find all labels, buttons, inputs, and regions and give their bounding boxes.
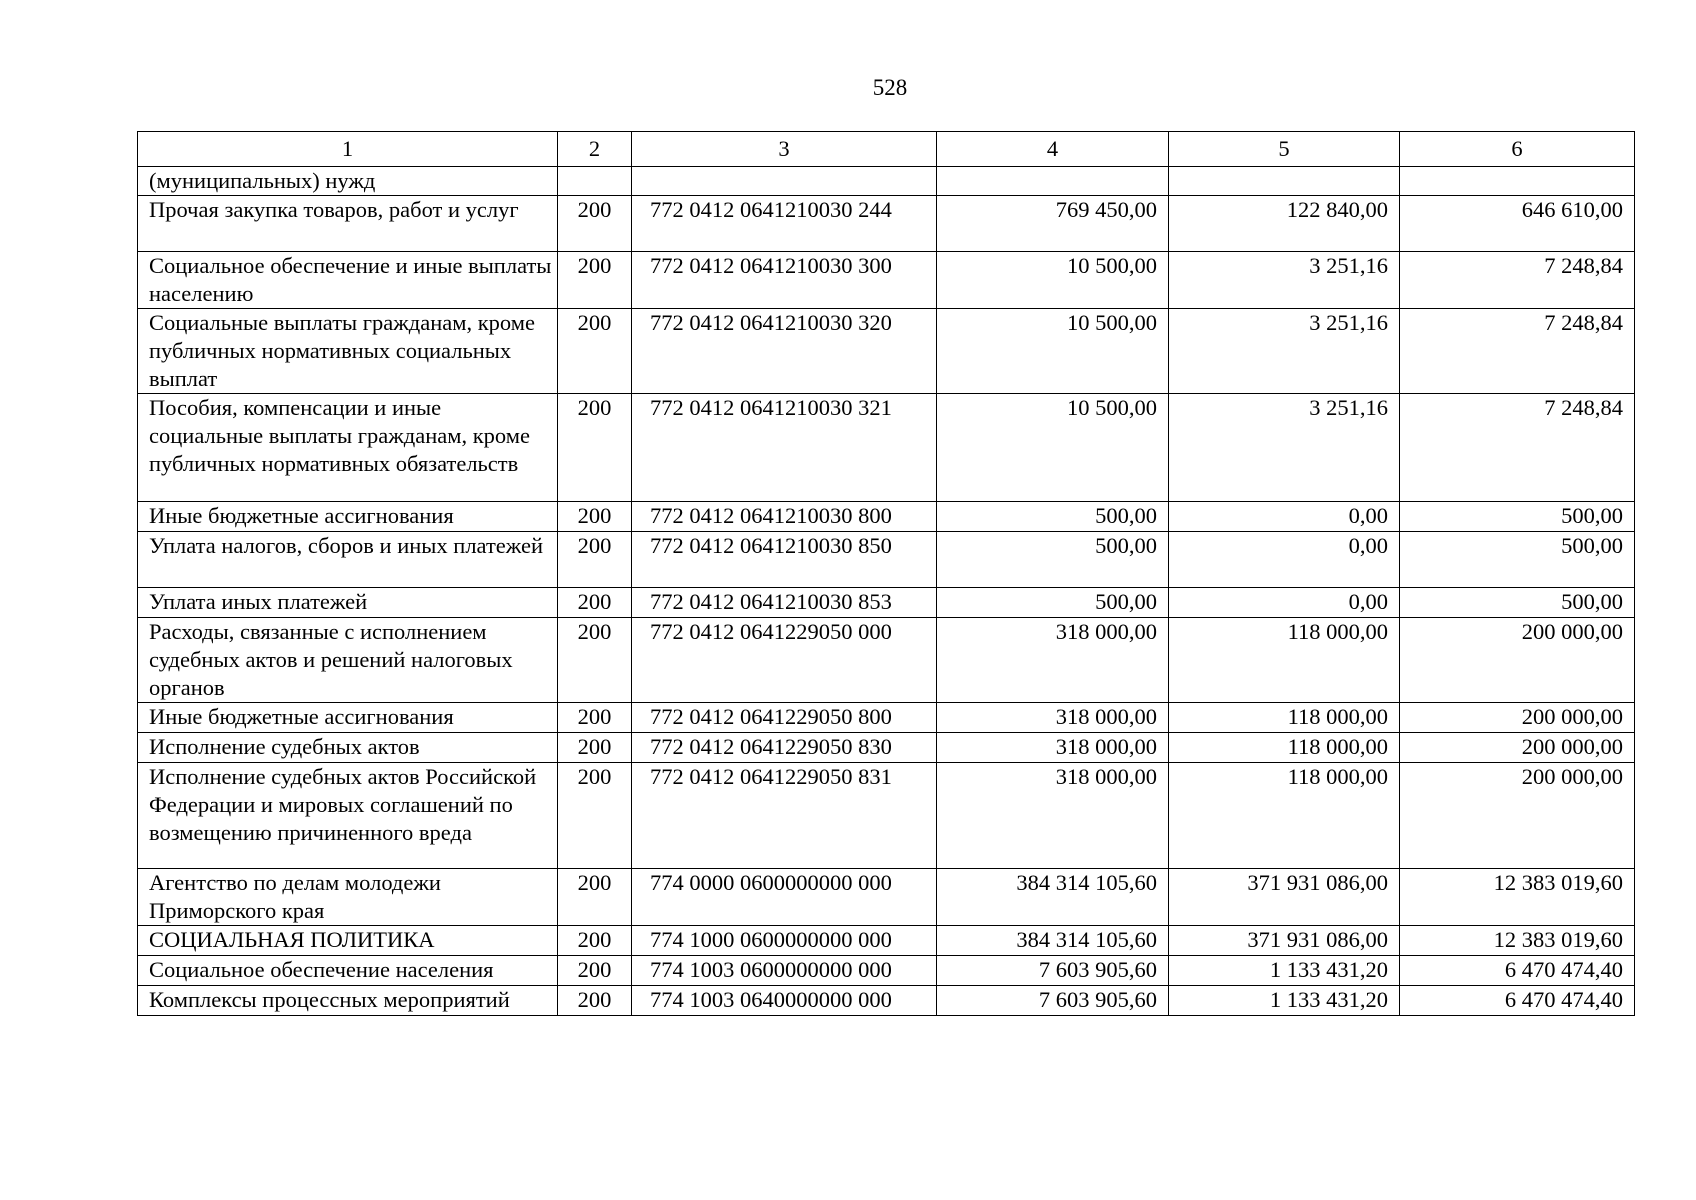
cell-col-6: 500,00 (1400, 502, 1635, 532)
cell-kbk (632, 167, 937, 196)
cell-col-5: 0,00 (1169, 588, 1400, 618)
cell-name: Иные бюджетные ассигнования (138, 703, 558, 733)
cell-col-5: 118 000,00 (1169, 733, 1400, 763)
cell-col-4: 769 450,00 (937, 196, 1169, 252)
cell-col-4: 384 314 105,60 (937, 869, 1169, 926)
cell-kbk: 772 0412 0641229050 800 (632, 703, 937, 733)
cell-col-4: 500,00 (937, 588, 1169, 618)
page-number: 528 (872, 75, 908, 100)
header-col-4: 4 (937, 132, 1169, 167)
cell-kbk: 774 1003 0640000000 000 (632, 986, 937, 1016)
cell-name: Уплата налогов, сборов и иных платежей (138, 532, 558, 588)
cell-kbk: 772 0412 0641210030 321 (632, 394, 937, 502)
cell-code: 200 (558, 394, 632, 502)
cell-name: Социальное обеспечение населения (138, 956, 558, 986)
cell-kbk: 774 1003 0600000000 000 (632, 956, 937, 986)
header-row (138, 132, 1635, 167)
table-row (138, 196, 1635, 252)
cell-code: 200 (558, 309, 632, 394)
cell-code: 200 (558, 763, 632, 869)
table-row (138, 309, 1635, 394)
cell-col-5: 1 133 431,20 (1169, 986, 1400, 1016)
table-row (138, 167, 1635, 196)
cell-col-5: 118 000,00 (1169, 763, 1400, 869)
cell-kbk: 772 0412 0641229050 830 (632, 733, 937, 763)
cell-kbk: 774 0000 0600000000 000 (632, 869, 937, 926)
cell-name: СОЦИАЛЬНАЯ ПОЛИТИКА (138, 926, 558, 956)
cell-name: Иные бюджетные ассигнования (138, 502, 558, 532)
cell-kbk: 774 1000 0600000000 000 (632, 926, 937, 956)
header-col-2: 2 (558, 132, 632, 167)
cell-code: 200 (558, 618, 632, 703)
cell-col-4 (937, 167, 1169, 196)
cell-col-4: 500,00 (937, 532, 1169, 588)
cell-code: 200 (558, 703, 632, 733)
table-row (138, 926, 1635, 956)
cell-col-6: 12 383 019,60 (1400, 869, 1635, 926)
cell-col-6: 12 383 019,60 (1400, 926, 1635, 956)
table-row (138, 252, 1635, 309)
cell-col-6: 7 248,84 (1400, 309, 1635, 394)
table-row (138, 733, 1635, 763)
table-row (138, 532, 1635, 588)
budget-table (137, 131, 1635, 1016)
cell-col-5: 3 251,16 (1169, 309, 1400, 394)
cell-kbk: 772 0412 0641210030 320 (632, 309, 937, 394)
table-header (138, 132, 1635, 167)
cell-code (558, 167, 632, 196)
cell-col-6: 6 470 474,40 (1400, 986, 1635, 1016)
cell-code: 200 (558, 869, 632, 926)
cell-col-4: 10 500,00 (937, 309, 1169, 394)
table-row (138, 956, 1635, 986)
cell-name: Социальные выплаты гражданам, кроме публичных нормативных социальных выплат (138, 309, 558, 394)
cell-col-4: 318 000,00 (937, 733, 1169, 763)
cell-name: Расходы, связанные с исполнением судебных актов и решений налоговых органов (138, 618, 558, 703)
cell-col-5: 3 251,16 (1169, 252, 1400, 309)
header-col-5: 5 (1169, 132, 1400, 167)
cell-code: 200 (558, 532, 632, 588)
cell-col-4: 318 000,00 (937, 618, 1169, 703)
cell-col-5: 1 133 431,20 (1169, 956, 1400, 986)
header-col-1: 1 (138, 132, 558, 167)
cell-col-6 (1400, 167, 1635, 196)
table-row (138, 588, 1635, 618)
cell-col-4: 384 314 105,60 (937, 926, 1169, 956)
table-row (138, 618, 1635, 703)
cell-code: 200 (558, 733, 632, 763)
cell-col-5: 3 251,16 (1169, 394, 1400, 502)
cell-col-5: 0,00 (1169, 502, 1400, 532)
cell-code: 200 (558, 252, 632, 309)
cell-kbk: 772 0412 0641210030 244 (632, 196, 937, 252)
cell-col-4: 318 000,00 (937, 703, 1169, 733)
cell-kbk: 772 0412 0641210030 800 (632, 502, 937, 532)
cell-name: (муниципальных) нужд (138, 167, 558, 196)
cell-col-5: 371 931 086,00 (1169, 926, 1400, 956)
cell-col-6: 646 610,00 (1400, 196, 1635, 252)
cell-kbk: 772 0412 0641210030 853 (632, 588, 937, 618)
cell-col-6: 500,00 (1400, 532, 1635, 588)
cell-col-5: 118 000,00 (1169, 618, 1400, 703)
cell-name: Уплата иных платежей (138, 588, 558, 618)
cell-col-5: 371 931 086,00 (1169, 869, 1400, 926)
cell-name: Исполнение судебных актов Российской Федерации и мировых соглашений по возмещению причиненного вреда (138, 763, 558, 869)
cell-col-6: 200 000,00 (1400, 733, 1635, 763)
cell-col-6: 200 000,00 (1400, 703, 1635, 733)
cell-code: 200 (558, 956, 632, 986)
cell-col-4: 318 000,00 (937, 763, 1169, 869)
cell-name: Исполнение судебных актов (138, 733, 558, 763)
cell-code: 200 (558, 502, 632, 532)
cell-name: Комплексы процессных мероприятий (138, 986, 558, 1016)
cell-col-6: 6 470 474,40 (1400, 956, 1635, 986)
table-row (138, 502, 1635, 532)
cell-col-5: 122 840,00 (1169, 196, 1400, 252)
cell-col-4: 10 500,00 (937, 394, 1169, 502)
table-row (138, 703, 1635, 733)
cell-name: Социальное обеспечение и иные выплаты населению (138, 252, 558, 309)
cell-kbk: 772 0412 0641229050 000 (632, 618, 937, 703)
table-row (138, 394, 1635, 502)
cell-code: 200 (558, 986, 632, 1016)
cell-col-6: 200 000,00 (1400, 763, 1635, 869)
header-col-6: 6 (1400, 132, 1635, 167)
cell-col-4: 7 603 905,60 (937, 986, 1169, 1016)
table-body (138, 167, 1635, 1016)
table-row (138, 986, 1635, 1016)
cell-name: Прочая закупка товаров, работ и услуг (138, 196, 558, 252)
cell-col-6: 200 000,00 (1400, 618, 1635, 703)
cell-col-4: 10 500,00 (937, 252, 1169, 309)
cell-col-6: 7 248,84 (1400, 394, 1635, 502)
cell-col-6: 7 248,84 (1400, 252, 1635, 309)
cell-kbk: 772 0412 0641210030 300 (632, 252, 937, 309)
cell-col-4: 7 603 905,60 (937, 956, 1169, 986)
header-col-3: 3 (632, 132, 937, 167)
cell-code: 200 (558, 588, 632, 618)
cell-col-5: 118 000,00 (1169, 703, 1400, 733)
cell-col-5: 0,00 (1169, 532, 1400, 588)
table-row (138, 869, 1635, 926)
cell-kbk: 772 0412 0641229050 831 (632, 763, 937, 869)
cell-code: 200 (558, 196, 632, 252)
table-row (138, 763, 1635, 869)
cell-kbk: 772 0412 0641210030 850 (632, 532, 937, 588)
cell-col-4: 500,00 (937, 502, 1169, 532)
cell-code: 200 (558, 926, 632, 956)
cell-col-6: 500,00 (1400, 588, 1635, 618)
cell-name: Пособия, компенсации и иные социальные выплаты гражданам, кроме публичных нормативных обязательств (138, 394, 558, 502)
cell-name: Агентство по делам молодежи Приморского края (138, 869, 558, 926)
cell-col-5 (1169, 167, 1400, 196)
